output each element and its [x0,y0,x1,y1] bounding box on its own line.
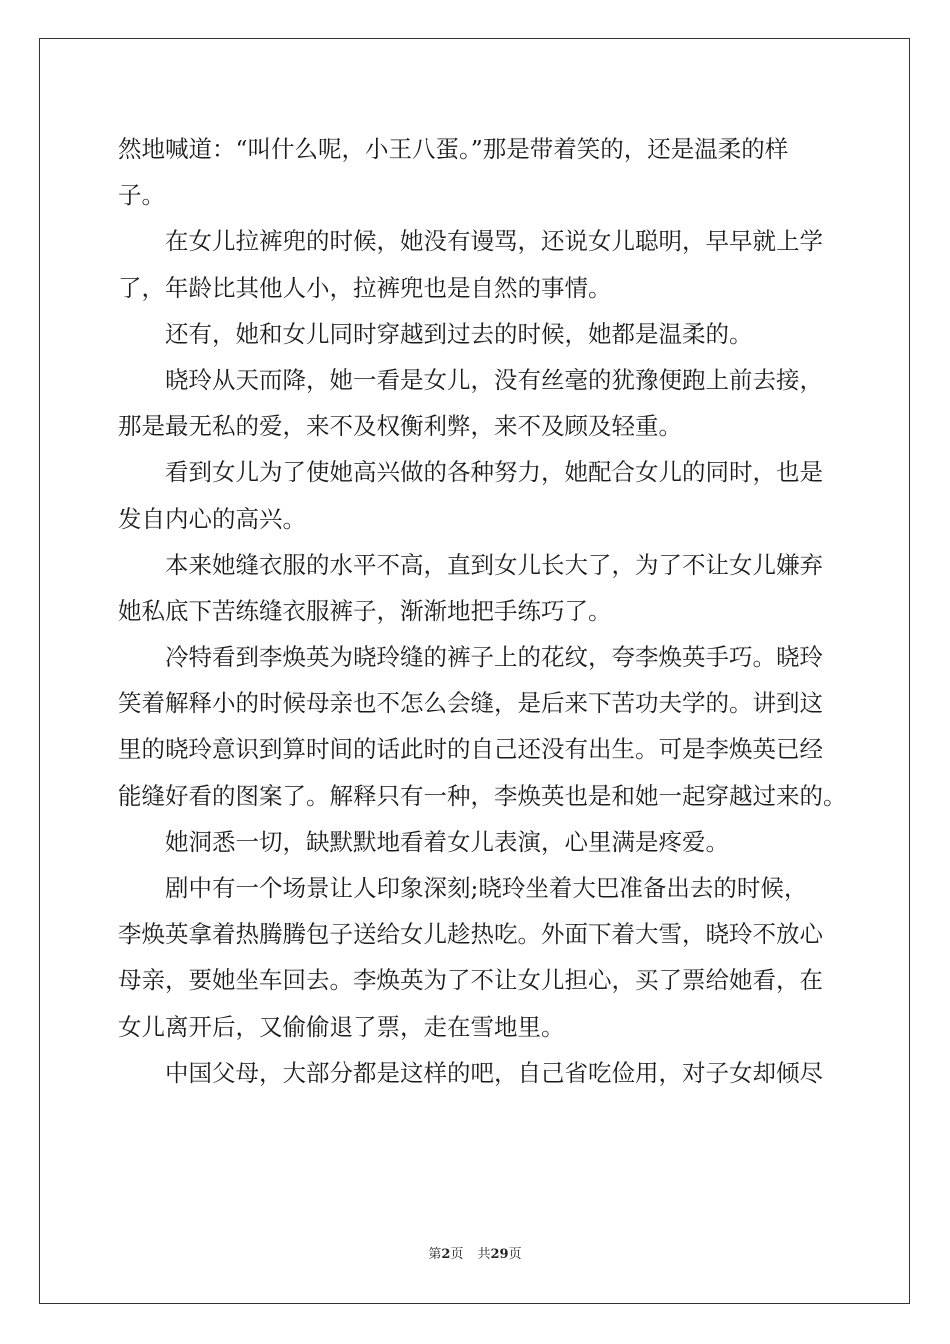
total-suffix: 页 [508,1247,522,1262]
text-line: 李焕英拿着热腾腾包子送给女儿趁热吃。外面下着大雪，晓玲不放心 [118,920,823,949]
page-footer [0,1243,950,1262]
text-line: 子。 [118,181,165,210]
text-line: 能缝好看的图案了。解释只有一种，李焕英也是和她一起穿越过来的。 [118,781,847,810]
text-line: 本来她缝衣服的水平不高，直到女儿长大了，为了不让女儿嫌弃 [165,550,823,579]
text-line: 发自内心的高兴。 [118,504,306,533]
text-line: 然地喊道：“叫什么呢，小王八蛋。”那是带着笑的，还是温柔的样 [118,135,789,163]
text-line: 中国父母，大部分都是这样的吧，自己省吃俭用，对子女却倾尽 [165,1058,823,1087]
text-line: 她洞悉一切，缺默默地看着女儿表演，心里满是疼爱。 [165,827,729,856]
text-line: 笑着解释小的时候母亲也不怎么会缝，是后来下苦功夫学的。讲到这 [118,689,823,718]
text-line: 还有，她和女儿同时穿越到过去的时候，她都是温柔的。 [165,319,753,348]
text-line: 剧中有一个场景让人印象深刻;晓玲坐着大巴准备出去的时候， [165,874,808,902]
text-line: 了，年龄比其他人小，拉裤兜也是自然的事情。 [118,273,612,302]
text-line: 她私底下苦练缝衣服裤子，渐渐地把手练巧了。 [118,596,612,625]
text-line: 母亲，要她坐车回去。李焕英为了不让女儿担心，买了票给她看，在 [118,966,823,995]
document-body [118,126,847,1096]
text-line: 看到女儿为了使她高兴做的各种努力，她配合女儿的同时，也是 [165,458,823,487]
total-prefix: 共 [477,1247,491,1262]
text-line: 女儿离开后，又偷偷退了票，走在雪地里。 [118,1012,565,1041]
text-line: 晓玲从天而降，她一看是女儿，没有丝毫的犹豫便跑上前去接， [165,365,823,394]
text-line: 那是最无私的爱，来不及权衡利弊，来不及顾及轻重。 [118,412,682,441]
text-line: 里的晓玲意识到算时间的话此时的自己还没有出生。可是李焕英已经 [118,735,823,764]
page-prefix: 第 [428,1247,442,1262]
page-suffix: 页 [450,1247,464,1262]
text-line: 冷特看到李焕英为晓玲缝的裤子上的花纹，夸李焕英手巧。晓玲 [165,643,823,672]
total-pages: 29 [490,1247,509,1262]
page-number: 2 [441,1247,451,1262]
text-line: 在女儿拉裤兜的时候，她没有谩骂，还说女儿聪明，早早就上学 [165,227,823,256]
